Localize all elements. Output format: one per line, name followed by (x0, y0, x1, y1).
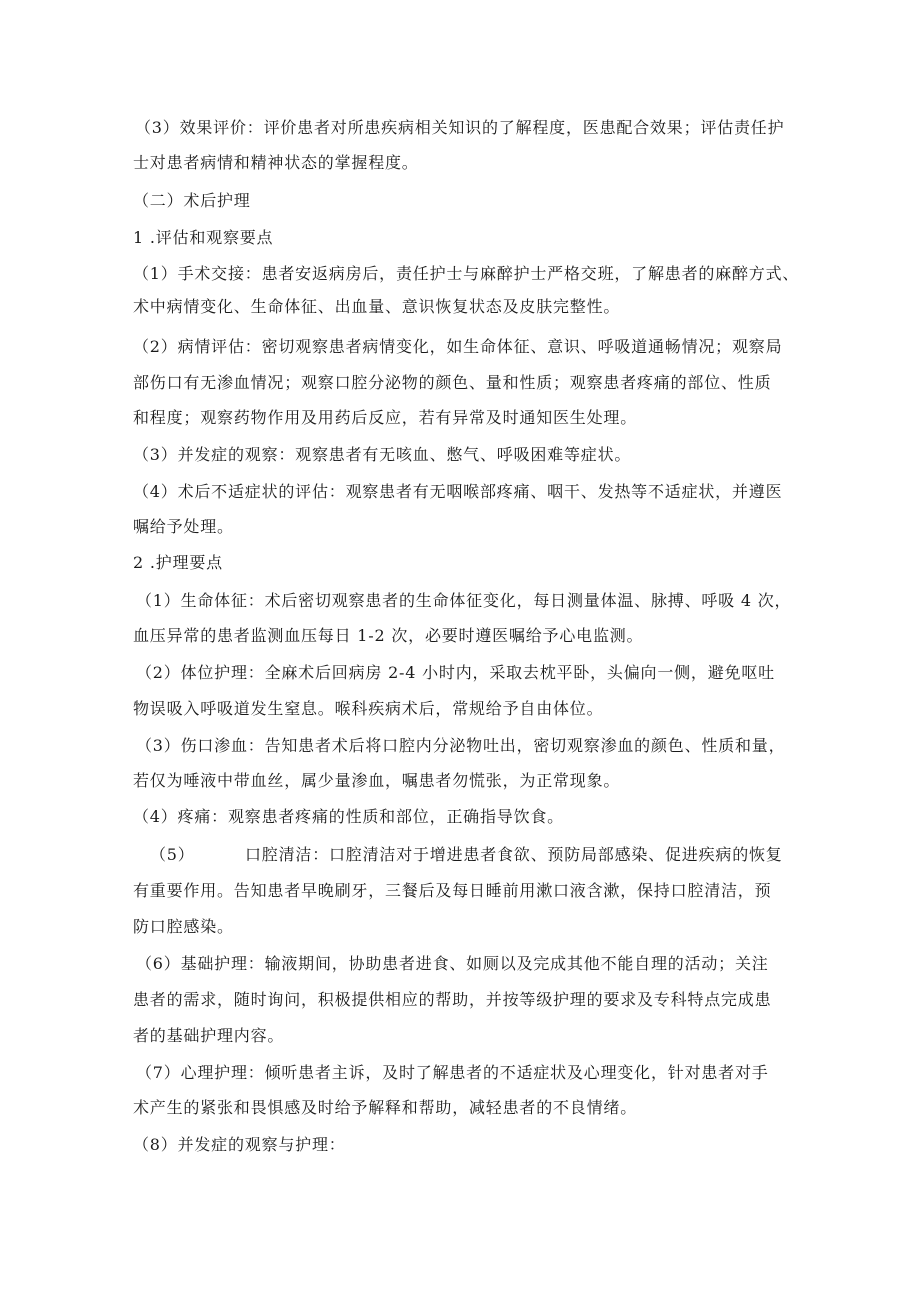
text-run: 和程度；观察药物作用及用药后反应，若有异常及时通知医生处理。 (133, 408, 638, 427)
paragraph-line (0, 586, 920, 616)
paragraph-line (0, 1021, 920, 1051)
paragraph-line (0, 368, 920, 398)
paragraph-line (0, 802, 920, 832)
paragraph-line (0, 766, 920, 796)
paragraph-line (0, 113, 920, 143)
text-run: 部伤口有无渗血情况；观察口腔分泌物的颜色、量和性质；观察患者疼痛的部位、性质 (133, 373, 772, 392)
text-run: 物误吸入呼吸道发生窒息。喉科疾病术后，常规给予自由体位。 (133, 699, 604, 718)
text-run: （6）基础护理：输液期间，协助患者进食、如厕以及完成其他不能自理的活动；关注 (136, 954, 769, 973)
paragraph-line (0, 949, 920, 979)
paragraph-line (0, 332, 920, 362)
text-run: 血压异常的患者监测血压每日 1-2 次，必要时遵医嘱给予心电监测。 (133, 626, 644, 645)
text-run: （2）病情评估：密切观察患者病情变化，如生命体征、意识、呼吸道通畅情况；观察局 (133, 337, 783, 356)
paragraph-line (0, 1130, 920, 1160)
text-run: （7）心理护理：倾听患者主诉，及时了解患者的不适症状及心理变化，针对患者对手 (136, 1063, 769, 1082)
paragraph-line (0, 985, 920, 1015)
text-run: （8）并发症的观察与护理： (133, 1135, 346, 1154)
text-run: （2）体位护理：全麻术后回病房 2-4 小时内，采取去枕平卧，头偏向一侧，避免呕吐 (136, 663, 775, 682)
text-run: （4）疼痛：观察患者疼痛的性质和部位，正确指导饮食。 (133, 807, 564, 826)
paragraph-line (0, 694, 920, 724)
paragraph-line (0, 1058, 920, 1088)
text-run: 术产生的紧张和畏惧感及时给予解释和帮助，减轻患者的不良情绪。 (133, 1098, 638, 1117)
text-run: （3）并发症的观察：观察患者有无咳血、憋气、呼吸困难等症状。 (133, 445, 632, 464)
text-run: （3）效果评价：评价患者对所患疾病相关知识的了解程度，医患配合效果；评估责任护 (135, 118, 785, 137)
paragraph-line (0, 840, 920, 870)
text-run: （4）术后不适症状的评估：观察患者有无咽喉部疼痛、咽干、发热等不适症状，并遵医 (133, 482, 783, 501)
paragraph-line (0, 1093, 920, 1123)
text-run: （1）手术交接：患者安返病房后，责任护士与麻醉护士严格交班，了解患者的麻醉方式、 (133, 264, 800, 283)
text-run: 口腔清洁：口腔清洁对于增进患者食欲、预防局部感染、促进疾病的恢复 (245, 845, 783, 864)
paragraph-line (0, 403, 920, 433)
subsection-heading (0, 548, 920, 578)
paragraph-line (0, 731, 920, 761)
paragraph-line (0, 440, 920, 470)
paragraph-line (0, 912, 920, 942)
paragraph-line (0, 259, 920, 289)
paragraph-line (0, 477, 920, 507)
section-heading (0, 186, 920, 216)
paragraph-line (0, 512, 920, 542)
heading-text: 1 .评估和观察要点 (133, 228, 274, 247)
paragraph-line (0, 148, 920, 178)
text-run: 有重要作用。告知患者早晚刷牙，三餐后及每日睡前用漱口液含漱，保持口腔清洁，预 (133, 881, 772, 900)
paragraph-line (0, 292, 920, 322)
heading-text: 2 .护理要点 (133, 553, 223, 572)
text-run: 者的基础护理内容。 (133, 1026, 285, 1045)
heading-text: （二）术后护理 (133, 191, 251, 210)
text-run: （3）伤口渗血：告知患者术后将口腔内分泌物吐出，密切观察渗血的颜色、性质和量， (136, 736, 786, 755)
text-run: （1）生命体征：术后密切观察患者的生命体征变化，每日测量体温、脉搏、呼吸 4 次， (136, 591, 792, 610)
subsection-heading (0, 223, 920, 253)
paragraph-line (0, 658, 920, 688)
text-run: 若仅为唾液中带血丝，属少量渗血，嘱患者勿慌张，为正常现象。 (133, 771, 621, 790)
text-run: 士对患者病情和精神状态的掌握程度。 (133, 153, 419, 172)
text-run: 患者的需求，随时询问，积极提供相应的帮助，并按等级护理的要求及专科特点完成患 (133, 990, 772, 1009)
list-number: （5） (150, 845, 195, 864)
paragraph-line (0, 876, 920, 906)
text-run: 术中病情变化、生命体征、出血量、意识恢复状态及皮肤完整性。 (133, 297, 621, 316)
text-run: 防口腔感染。 (133, 917, 234, 936)
text-run: 嘱给予处理。 (133, 517, 234, 536)
paragraph-line (0, 621, 920, 651)
